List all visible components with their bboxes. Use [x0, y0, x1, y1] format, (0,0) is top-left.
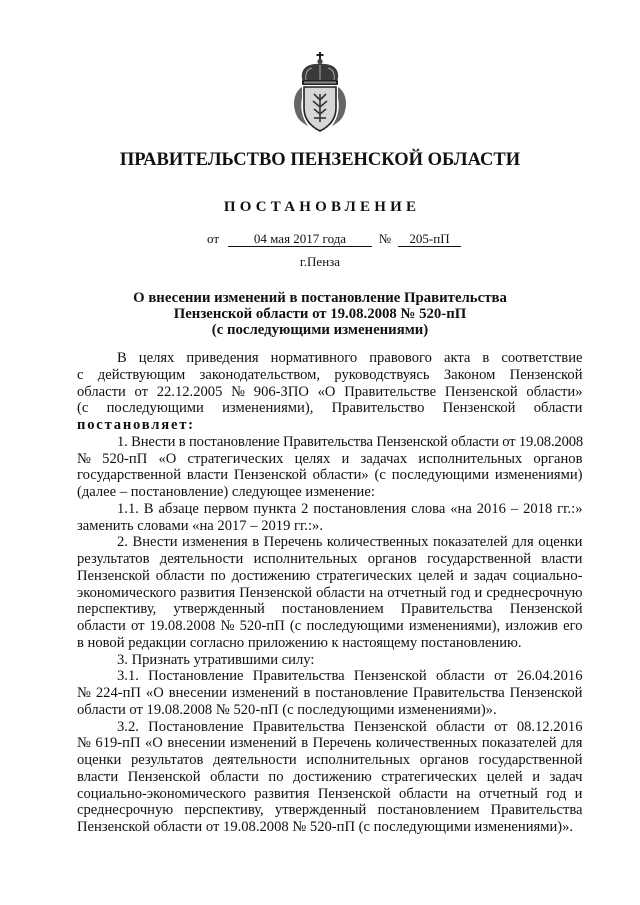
city: г.Пенза: [299, 254, 341, 269]
item-line: [77, 652, 583, 669]
date-prefix: от: [207, 231, 220, 246]
item-line: [77, 434, 583, 451]
coat-of-arms-icon: [290, 52, 350, 134]
item-line: [77, 518, 583, 535]
line-text: области от 19.08.2008 № 520-пП (с последующими изменениями)».: [77, 701, 497, 718]
line-text: области от 19.08.2008 № 520-пП (с последующими изменениями), изложив его: [77, 618, 583, 634]
line-text: 3.1. Постановление Правительства Пензенской области от 26.04.2016: [117, 668, 583, 685]
line-text: оценки результатов деятельности исполнительных органов государственной: [77, 752, 583, 768]
line-text: (с последующими изменениями), Правительство Пензенской области: [77, 400, 583, 417]
preamble-line: [77, 350, 583, 367]
item-line: [77, 467, 583, 484]
item-line: [77, 568, 583, 585]
decree-date: 04 мая 2017 года: [228, 231, 372, 247]
item-line: [77, 702, 583, 719]
item-line: [77, 501, 583, 518]
line-text: перспективу, утвержденный постановлением Правительства Пензенской: [77, 601, 583, 618]
line-text: государственной власти Пензенской области» (с последующими изменениями): [77, 467, 583, 484]
item-line: [77, 735, 583, 752]
line-text: 1. Внести в постановление Правительства Пензенской области от 19.08.2008: [117, 433, 583, 450]
line-text: 1.1. В абзаце первом пункта 2 постановления слова «на 2016 – 2018 гг.:»: [117, 500, 583, 517]
item-line: [77, 786, 583, 803]
line-text: результатов деятельности исполнительных органов государственной власти: [77, 551, 583, 567]
line-text: 3. Признать утратившими силу:: [117, 651, 315, 668]
line-text: в новой редакции согласно приложению к настоящему постановлению.: [77, 634, 522, 651]
item-line: [77, 534, 583, 551]
decree-heading: [0, 290, 640, 338]
item-line: [77, 551, 583, 568]
line-text: постановляет:: [77, 417, 195, 433]
line-text: заменить словами «на 2017 – 2019 гг.:».: [77, 517, 324, 534]
line-text: Пензенской области по достижению стратегических целей и задач социально-: [77, 567, 583, 584]
heading-line: Пензенской области от 19.08.2008 № 520-пП: [173, 306, 467, 322]
government-title: ПРАВИТЕЛЬСТВО ПЕНЗЕНСКОЙ ОБЛАСТИ: [119, 150, 521, 170]
line-text: социально-экономического развития Пензенской области на отчетный год и: [77, 785, 583, 802]
line-text: 3.2. Постановление Правительства Пензенской области от 08.12.2016: [117, 718, 583, 735]
item-line: [77, 451, 583, 468]
line-text: № 224-пП «О внесении изменений в постановление Правительства Пензенской: [77, 685, 583, 701]
document-type: ПОСТАНОВЛЕНИЕ: [223, 199, 421, 215]
item-line: [77, 484, 583, 501]
item-line: [77, 769, 583, 786]
item-line: [77, 752, 583, 769]
line-text: № 619-пП «О внесении изменений в Перечень количественных показателей для: [77, 735, 583, 752]
preamble-line: [77, 367, 583, 384]
heading-line: (с последующими изменениями): [211, 322, 429, 338]
heading-line: О внесении изменений в постановление Правительства: [133, 290, 507, 306]
preamble-line: [77, 384, 583, 401]
decree-number: 205-пП: [398, 231, 461, 247]
number-sign: №: [378, 231, 392, 246]
item-line: [77, 719, 583, 736]
line-text: В целях приведения нормативного правового акта в соответствие: [117, 350, 583, 366]
item-line: [77, 585, 583, 602]
line-text: области от 22.12.2005 № 906-ЗПО «О Правительстве Пензенской области»: [77, 383, 583, 400]
item-line: [77, 685, 583, 702]
item-line: [77, 635, 583, 652]
preamble-line: [77, 400, 583, 417]
line-text: с действующим законодательством, руководствуясь Законом Пензенской: [77, 366, 583, 383]
line-text: среднесрочную перспективу, утвержденный постановлением Правительства: [77, 802, 583, 819]
resolves-word: [77, 417, 583, 434]
line-text: № 520-пП «О стратегических целях и задачах исполнительных органов: [77, 450, 583, 467]
decree-date-number: [207, 231, 461, 247]
item-line: [77, 819, 583, 836]
item-line: [77, 668, 583, 685]
line-text: (далее – постановление) следующее изменение:: [77, 484, 375, 500]
line-text: экономического развития Пензенской области на отчетный год и среднесрочную: [77, 584, 583, 601]
decree-body: [77, 350, 583, 836]
line-text: Пензенской области от 19.08.2008 № 520-пП (с последующими изменениями)».: [77, 819, 574, 835]
item-line: [77, 618, 583, 635]
item-line: [77, 601, 583, 618]
line-text: 2. Внести изменения в Перечень количественных показателей для оценки: [117, 534, 583, 551]
line-text: власти Пензенской области по достижению стратегических целей и задач: [77, 768, 583, 785]
item-line: [77, 802, 583, 819]
